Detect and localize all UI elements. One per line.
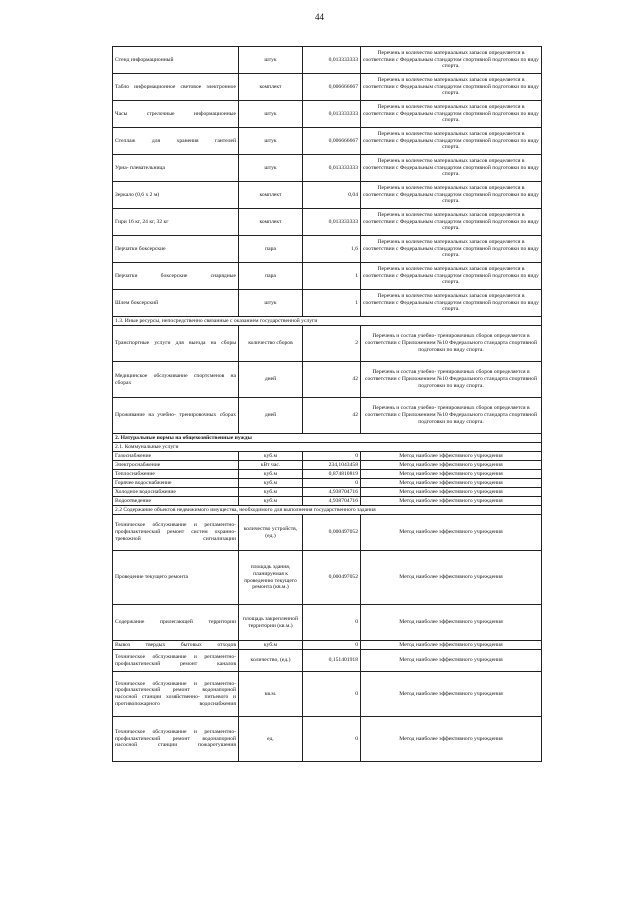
value-cell: 234,1043458 [303, 461, 361, 470]
table-row [113, 326, 542, 362]
value-cell: 0,874810819 [303, 470, 361, 479]
section-row [113, 317, 542, 326]
item-name: Техническое обслуживание и регламентно- профилактический ремонт систем охранно- тревожной сигнализации [113, 515, 239, 551]
unit-cell: штук [239, 47, 303, 74]
basis-cell: Перечень и количество материальных запасов определяется в соответствии с Федеральным стандартом спортивной подготовки по виду спорта. [361, 101, 542, 128]
unit-cell: куб.м [239, 470, 303, 479]
section-row [113, 506, 542, 515]
section-title: 2.1. Коммунальные услуги [113, 443, 542, 452]
basis-cell: Перечень и состав учебно- тренировочных сборов определяется в соответствии с Приложением №10 Федерального стандарта спортивной подготовки по виду спорта. [361, 326, 542, 362]
value-cell: 0 [303, 717, 361, 762]
basis-cell: Перечень и количество материальных запасов определяется в соответствии с Федеральным стандартом спортивной подготовки по виду спорта. [361, 47, 542, 74]
unit-cell: дней [239, 398, 303, 434]
item-name: Содержание прилегающей территории [113, 605, 239, 641]
value-cell: 0,013333333 [303, 47, 361, 74]
table-row [113, 47, 542, 74]
basis-cell: Перечень и количество материальных запасов определяется в соответствии с Федеральным стандартом спортивной подготовки по виду спорта. [361, 209, 542, 236]
value-cell: 1 [303, 290, 361, 317]
value-cell: 0 [303, 605, 361, 641]
value-cell: 42 [303, 398, 361, 434]
basis-cell: Метод наиболее эффективного учреждения [361, 551, 542, 605]
item-name: Стеллаж для хранения гантелей [113, 128, 239, 155]
section-title: 2.2 Содержание объектов недвижимого имущества, необходимого для выполнения государственного задания [113, 506, 542, 515]
basis-cell: Перечень и количество материальных запасов определяется в соответствии с Федеральным стандартом спортивной подготовки по виду спорта. [361, 182, 542, 209]
basis-cell: Перечень и состав учебно- тренировочных сборов определяется в соответствии с Приложением №10 Федерального стандарта спортивной подготовки по виду спорта. [361, 398, 542, 434]
value-cell: 0 [303, 672, 361, 717]
table-row [113, 717, 542, 762]
unit-cell: комплект [239, 182, 303, 209]
basis-cell: Перечень и количество материальных запасов определяется в соответствии с Федеральным стандартом спортивной подготовки по виду спорта. [361, 155, 542, 182]
section-row [113, 443, 542, 452]
unit-cell: количество, (ед.) [239, 650, 303, 672]
unit-cell: куб.м [239, 488, 303, 497]
item-name: Перчатки боксерские снарядные [113, 263, 239, 290]
table-row [113, 101, 542, 128]
basis-cell: Метод наиболее эффективного учреждения [361, 479, 542, 488]
unit-cell: количество сборов [239, 326, 303, 362]
basis-cell: Метод наиболее эффективного учреждения [361, 717, 542, 762]
value-cell: 42 [303, 362, 361, 398]
value-cell: 0,04 [303, 182, 361, 209]
table-row [113, 650, 542, 672]
section-title: 2. Натуральные нормы на общехозяйственные нужды [113, 434, 542, 443]
table-row [113, 452, 542, 461]
table-row [113, 182, 542, 209]
item-name: Техническое обслуживание и регламентно- профилактический ремонт водонапорной насосной станции пожаротушения [113, 717, 239, 762]
value-cell: 0,000497052 [303, 515, 361, 551]
item-name: Электроснабжение [113, 461, 239, 470]
table-row [113, 209, 542, 236]
unit-cell: площадь закрепленной территории (кв.м.) [239, 605, 303, 641]
unit-cell: штук [239, 290, 303, 317]
item-name: Урна- плевательница [113, 155, 239, 182]
value-cell: 0,006666667 [303, 128, 361, 155]
basis-cell: Метод наиболее эффективного учреждения [361, 488, 542, 497]
basis-cell: Перечень и количество материальных запасов определяется в соответствии с Федеральным стандартом спортивной подготовки по виду спорта. [361, 74, 542, 101]
section-row [113, 434, 542, 443]
table-row [113, 398, 542, 434]
value-cell: 0 [303, 641, 361, 650]
unit-cell: куб.м [239, 497, 303, 506]
value-cell: 2 [303, 326, 361, 362]
item-name: Водоотведение [113, 497, 239, 506]
item-name: Перчатки боксерские [113, 236, 239, 263]
item-name: Стенд информационный [113, 47, 239, 74]
item-name: Холодное водоснабжение [113, 488, 239, 497]
table-row [113, 362, 542, 398]
basis-cell: Метод наиболее эффективного учреждения [361, 672, 542, 717]
basis-cell: Метод наиболее эффективного учреждения [361, 605, 542, 641]
table-row [113, 672, 542, 717]
basis-cell: Перечень и количество материальных запасов определяется в соответствии с Федеральным стандартом спортивной подготовки по виду спорта. [361, 128, 542, 155]
basis-cell: Перечень и количество материальных запасов определяется в соответствии с Федеральным стандартом спортивной подготовки по виду спорта. [361, 236, 542, 263]
table-row [113, 461, 542, 470]
unit-cell: куб.м [239, 641, 303, 650]
unit-cell: куб.м [239, 452, 303, 461]
value-cell: 4,938704716 [303, 497, 361, 506]
basis-cell: Метод наиболее эффективного учреждения [361, 650, 542, 672]
value-cell: 0,006666667 [303, 74, 361, 101]
value-cell: 0,013333333 [303, 101, 361, 128]
table-row [113, 488, 542, 497]
table-row [113, 74, 542, 101]
table-row [113, 236, 542, 263]
table-row [113, 551, 542, 605]
item-name: Гири 16 кг, 24 кг, 32 кг [113, 209, 239, 236]
unit-cell: ед. [239, 717, 303, 762]
value-cell: 0,013333333 [303, 209, 361, 236]
basis-cell: Метод наиболее эффективного учреждения [361, 641, 542, 650]
table-row [113, 290, 542, 317]
item-name: Вывоз твердых бытовых отходов [113, 641, 239, 650]
table-row [113, 128, 542, 155]
item-name: Проведение текущего ремонта [113, 551, 239, 605]
item-name: Проживание на учебно- тренировочных сборах [113, 398, 239, 434]
value-cell: 0 [303, 479, 361, 488]
value-cell: 1 [303, 263, 361, 290]
unit-cell: штук [239, 101, 303, 128]
unit-cell: куб.м [239, 479, 303, 488]
item-name: Техническое обслуживание и регламентно- профилактический ремонт каналов [113, 650, 239, 672]
value-cell: 1,6 [303, 236, 361, 263]
table-row [113, 515, 542, 551]
basis-cell: Метод наиболее эффективного учреждения [361, 452, 542, 461]
unit-cell: площадь здания, планируемая к проведению текущего ремонта (кв.м.) [239, 551, 303, 605]
basis-cell: Метод наиболее эффективного учреждения [361, 470, 542, 479]
norms-table [112, 46, 542, 762]
unit-cell: пара [239, 236, 303, 263]
item-name: Зеркало (0,6 х 2 м) [113, 182, 239, 209]
item-name: Медицинское обслуживание спортсменов на сборах [113, 362, 239, 398]
basis-cell: Метод наиболее эффективного учреждения [361, 515, 542, 551]
item-name: Часы стрелочные информационные [113, 101, 239, 128]
item-name: Техническое обслуживание и регламентно- профилактический ремонт водонапорной насосной станции хозяйственно- питьевого и противопожарного водоснабжения [113, 672, 239, 717]
unit-cell: штук [239, 128, 303, 155]
unit-cell: кв.м. [239, 672, 303, 717]
basis-cell: Метод наиболее эффективного учреждения [361, 497, 542, 506]
item-name: Газоснабжение [113, 452, 239, 461]
unit-cell: пара [239, 263, 303, 290]
value-cell: 4,938704716 [303, 488, 361, 497]
table-row [113, 155, 542, 182]
basis-cell: Перечень и количество материальных запасов определяется в соответствии с Федеральным стандартом спортивной подготовки по виду спорта. [361, 263, 542, 290]
table-row [113, 605, 542, 641]
unit-cell: кВт час. [239, 461, 303, 470]
table-row [113, 641, 542, 650]
value-cell: 0 [303, 452, 361, 461]
item-name: Шлем боксерский [113, 290, 239, 317]
item-name: Табло информационное световое электронное [113, 74, 239, 101]
table-row [113, 479, 542, 488]
basis-cell: Перечень и состав учебно- тренировочных сборов определяется в соответствии с Приложением №10 Федерального стандарта спортивной подготовки по виду спорта. [361, 362, 542, 398]
section-title: 1.3. Иные ресурсы, непосредственно связанные с оказанием государственной услуги [113, 317, 542, 326]
table-row [113, 263, 542, 290]
item-name: Горячее водоснабжение [113, 479, 239, 488]
basis-cell: Метод наиболее эффективного учреждения [361, 461, 542, 470]
value-cell: 0,013333333 [303, 155, 361, 182]
page-number: 44 [315, 12, 324, 22]
unit-cell: штук [239, 155, 303, 182]
unit-cell: количество устройств,(ед.) [239, 515, 303, 551]
table-row [113, 497, 542, 506]
unit-cell: комплект [239, 74, 303, 101]
unit-cell: комплект [239, 209, 303, 236]
item-name: Транспортные услуги для выезда на сборы [113, 326, 239, 362]
value-cell: 0,000497052 [303, 551, 361, 605]
table-row [113, 470, 542, 479]
value-cell: 0,151401918 [303, 650, 361, 672]
item-name: Теплоснабжение [113, 470, 239, 479]
unit-cell: дней [239, 362, 303, 398]
basis-cell: Перечень и количество материальных запасов определяется в соответствии с Федеральным стандартом спортивной подготовки по виду спорта. [361, 290, 542, 317]
